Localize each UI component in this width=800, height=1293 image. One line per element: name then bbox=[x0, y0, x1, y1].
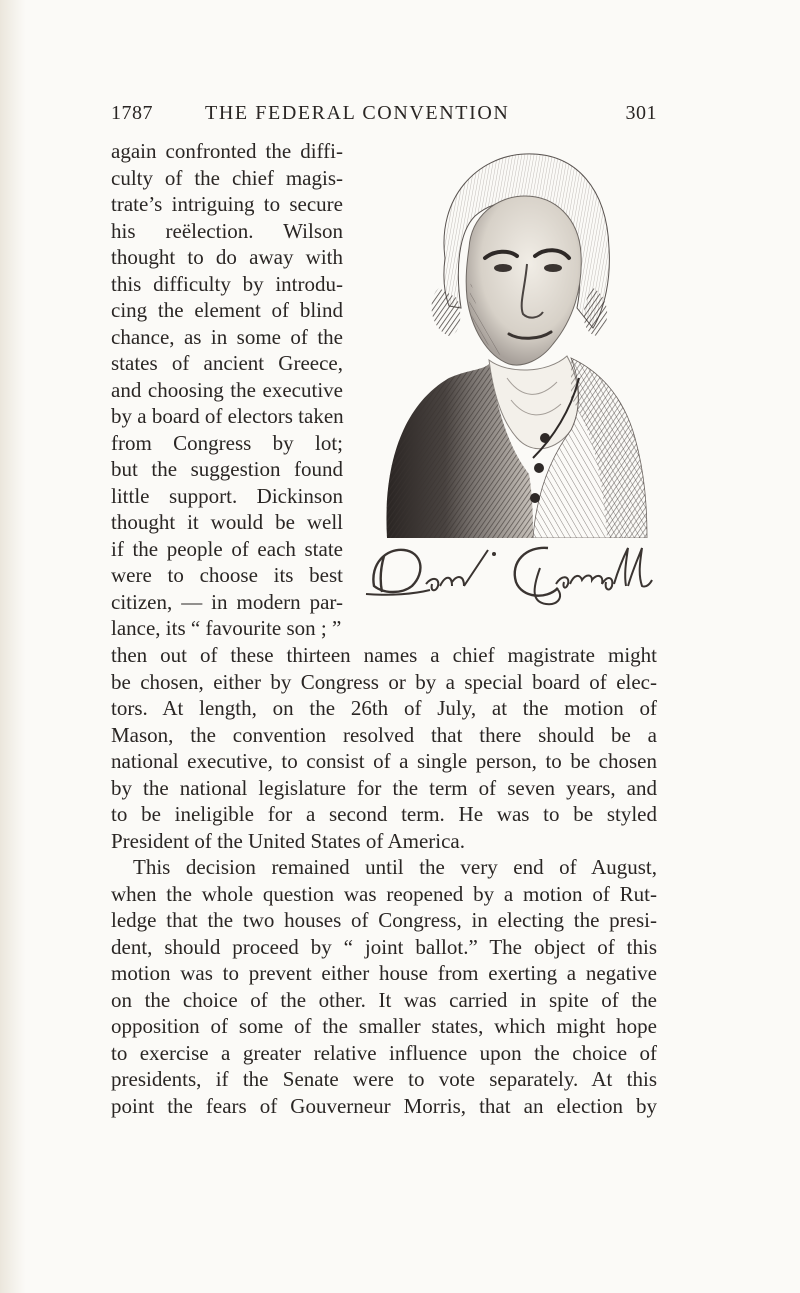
page-edge-shading bbox=[0, 0, 26, 1293]
body-paragraph bbox=[111, 642, 657, 1119]
text-line: culty of the chief magis- bbox=[111, 165, 343, 190]
text-line: chance, as in some of the bbox=[111, 324, 343, 349]
text-line: thought it would be well bbox=[111, 510, 343, 534]
text-line: tors. At length, on the 26th of July, at the motion of bbox=[111, 696, 657, 720]
paragraph-first-line: This decision remained until the very end of August, bbox=[133, 855, 657, 879]
portrait-illustration bbox=[357, 138, 657, 538]
text-line: ledge that the two houses of Congress, in electing the presi- bbox=[111, 908, 657, 932]
text-line: thought to do away with bbox=[111, 245, 343, 269]
running-title: THE FEDERAL CONVENTION bbox=[205, 102, 510, 124]
text-line: to exercise a greater relative influence upon the choice of bbox=[111, 1040, 657, 1065]
text-line: by the national legislature for the term of seven years, and bbox=[111, 775, 657, 800]
text-line: presidents, if the Senate were to vote separately. At this bbox=[111, 1067, 657, 1091]
text-line: cing the element of blind bbox=[111, 298, 343, 322]
text-line: opposition of some of the smaller states, which might hope bbox=[111, 1014, 657, 1038]
text-line: this difficulty by introdu- bbox=[111, 271, 343, 296]
text-line: citizen, — in modern par- bbox=[111, 589, 343, 614]
text-line: states of ancient Greece, bbox=[111, 351, 343, 375]
text-line: little support. Dickinson bbox=[111, 483, 343, 508]
text-line: but the suggestion found bbox=[111, 457, 343, 481]
text-line: point the fears of Gouverneur Morris, that an election by bbox=[111, 1093, 657, 1118]
text-line: then out of these thirteen names a chief magistrate might bbox=[111, 643, 657, 667]
text-line: were to choose its best bbox=[111, 563, 343, 587]
text-line: on the choice of the other. It was carried in spite of the bbox=[111, 987, 657, 1012]
text-line: lance, its “ favourite son ; ” bbox=[111, 616, 342, 640]
text-line: be chosen, either by Congress or by a special board of elec- bbox=[111, 669, 657, 694]
signature-drawing bbox=[360, 528, 660, 618]
text-line: President of the United States of America. bbox=[111, 828, 465, 853]
autograph-signature bbox=[360, 528, 660, 618]
text-line: by a board of electors taken bbox=[111, 404, 344, 428]
text-line: Mason, the convention resolved that there should be a bbox=[111, 722, 657, 747]
text-line: when the whole question was reopened by a motion of Rut- bbox=[111, 881, 657, 906]
text-line: if the people of each state bbox=[111, 536, 343, 561]
portrait-engraving bbox=[357, 138, 657, 538]
text-line: dent, should proceed by “ joint ballot.” The object of this bbox=[111, 934, 657, 959]
text-line: trate’s intriguing to secure bbox=[111, 192, 343, 216]
text-line: national executive, to consist of a single person, to be chosen bbox=[111, 749, 657, 773]
text-line: motion was to prevent either house from exerting a negative bbox=[111, 961, 657, 985]
text-line: again confronted the diffi- bbox=[111, 139, 343, 163]
header-year: 1787 bbox=[111, 102, 153, 124]
page-number: 301 bbox=[625, 102, 657, 124]
running-header bbox=[111, 98, 657, 128]
text-line: to be ineligible for a second term. He was to be styled bbox=[111, 802, 657, 826]
text-line: from Congress by lot; bbox=[111, 430, 343, 455]
text-line: and choosing the executive bbox=[111, 377, 343, 402]
text-line: his reëlection. Wilson bbox=[111, 218, 343, 243]
